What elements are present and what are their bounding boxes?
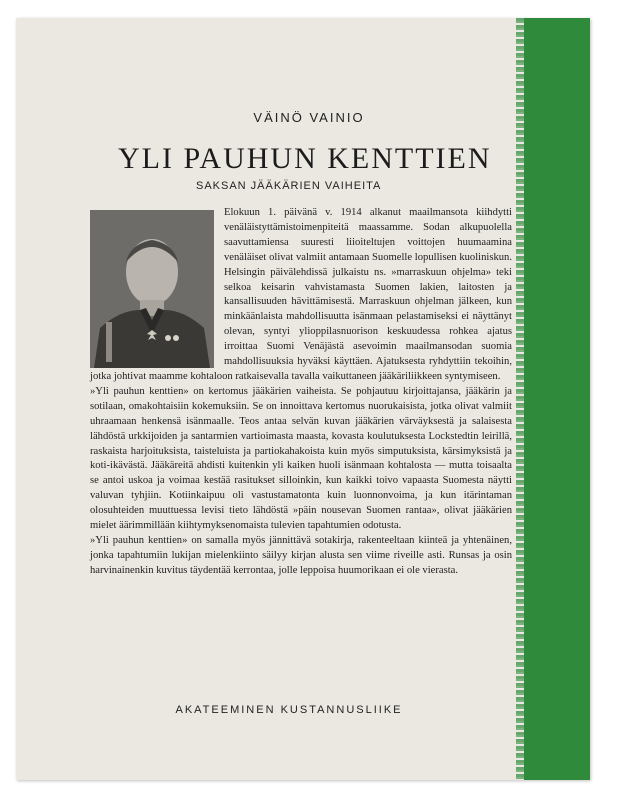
paragraph-3: »Yli pauhun kenttien» on samalla myös jännittävä sotakirja, rakenteeltaan kiinteä ja yhtenäinen, jonka tapahtumiin lukijan mielenkiinto säilyy kirjan alusta sen viime riveille asti. Runsas ja osin harvinainenkin kuvitus täydentää kerrontaa, jolle leppoisa huumorikaan ei ole vierasta. — [90, 534, 512, 576]
portrait-photo — [90, 210, 214, 368]
book-subtitle: SAKSAN JÄÄKÄRIEN VAIHEITA — [196, 180, 382, 192]
paragraph-1: Elokuun 1. päivänä v. 1914 alkanut maailmansota kiihdytti venäläistyttämistoimenpiteitä maassamme. Sodan alkupuolella saavuttamiensa suuresti liioiteltujen voittojen huumaamina venäläiset olivat valmiit antamaan Suomelle lopullisen kuoliniskun. Helsingin päivälehdissä julkaistu ns. »marraskuun ohjelma» teki selkoa keisarin vahvistamasta Suomen lakien, laitosten ja kansallisuuden hävittämisestä. Marraskuun ohjelman jälkeen, kun minkäänlaista mahdollisuutta isänmaan pelastamiseksi ei näyttänyt olevan, syntyi ylioppilasnuorison keskuudessa rohkea ajatus irroittaa Suomi Venäjästä asevoimin maailmansodan suomia mahdollisuuksia hyväksi käyttäen. Ajatuksesta ryhdyttiin tekoihin, jotka johtivat maamme kohtaloon ratkaisevalla tavalla vaikuttaneen jääkäriliikkeen syntymiseen. — [90, 207, 512, 382]
portrait-photo-icon — [90, 210, 214, 368]
publisher-name: AKATEEMINEN KUSTANNUSLIIKE — [175, 704, 403, 716]
author-name: VÄINÖ VAINIO — [253, 110, 365, 125]
paragraph-2: »Yli pauhun kenttien» on kertomus jääkärien vaiheista. Se pohjautuu kirjoittajansa, jääkärin ja sotilaan, omakohtaisiin kokemuksiin. Se on innoittava kertomus nuorukaisista, jotka olivat valmiit uhraamaan henkensä isänmaalle. Teos antaa selvän kuvan jääkärien värväyksestä ja salaisesta lähdöstä urkkijoiden ja santarmien vartioimasta maasta, kovasta koulutuksesta Lockstedtin leirillä, raskaista harjoituksista, taisteluista ja partiokahakoista kuin myös simputuksista, kärsimyksistä ja koti-ikävästä. Jääkäreitä ahdisti kuitenkin yli kaiken huoli isänmaan kohtalosta — mutta toisaalta se antoi uskoa ja voimaa kestää rasitukset silloinkin, kun kaikki toivo vapaasta Suomesta näytti valuvan tyhjiin. Kotiinkaipuu oli vastustamatonta kuin luonnonvoima, ja kun itärintaman olosuhteiden muuttuessa levisi tieto lähdöstä »päin nousevan Suomen rantaa», olivat jääkärien mielet äärimmillään kiihtymyksenomaista tulevien tapahtumien odotusta. — [90, 385, 512, 532]
book-title: YLI PAUHUN KENTTIEN — [118, 142, 492, 175]
green-spine — [524, 18, 590, 780]
